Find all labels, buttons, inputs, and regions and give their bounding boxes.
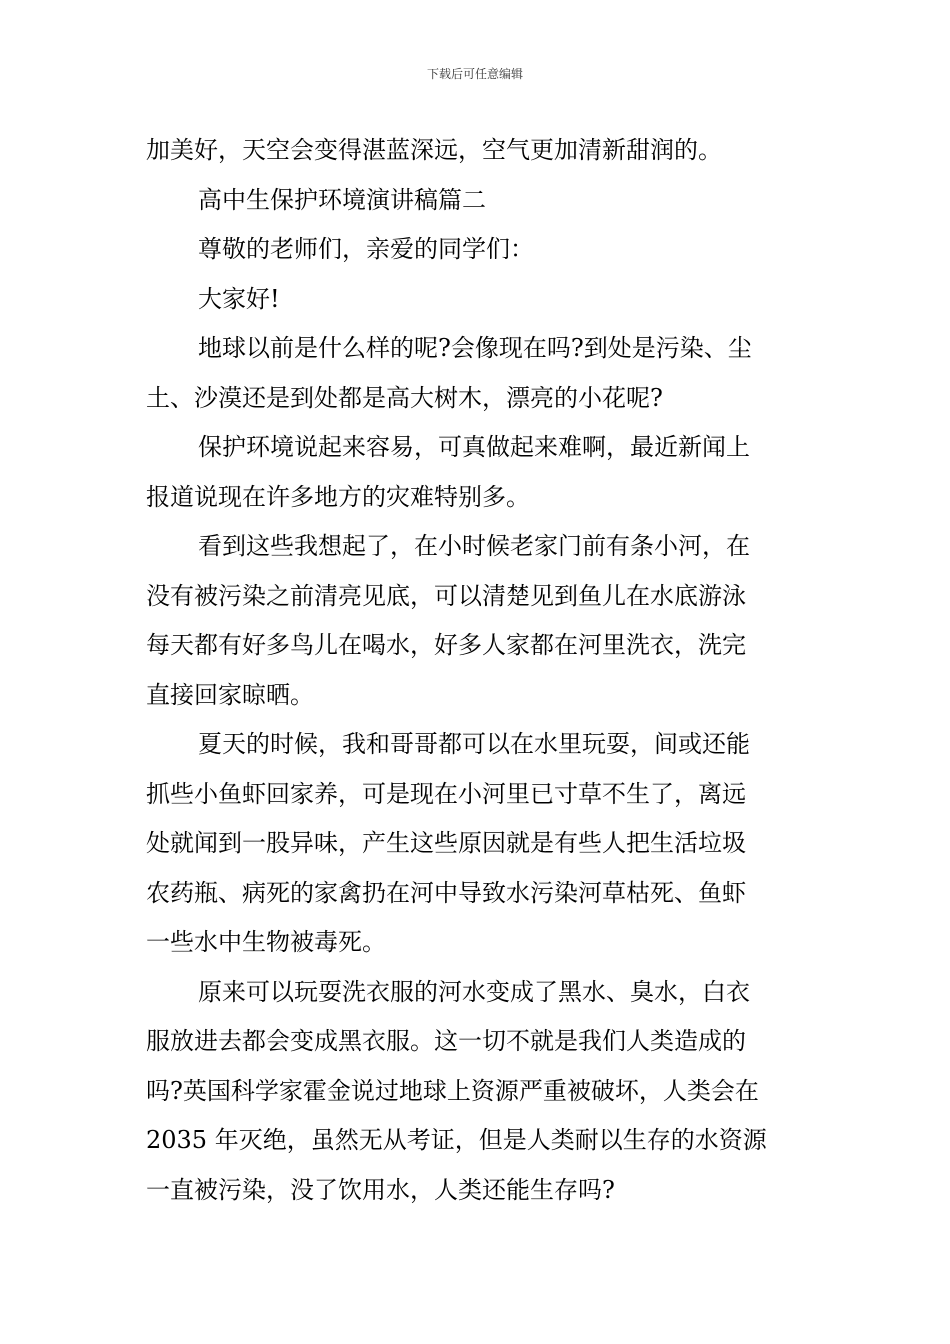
document-body bbox=[146, 126, 810, 1215]
page-header-note: 下载后可任意编辑 bbox=[426, 67, 523, 81]
greeting: 大家好! bbox=[198, 284, 280, 313]
text-line: 保护环境说起来容易，可真做起来难啊，最近新闻上 bbox=[198, 433, 750, 461]
salutation: 尊敬的老师们，亲爱的同学们： bbox=[198, 235, 534, 263]
text-line: 加美好，天空会变得湛蓝深远，空气更加清新甜润的。 bbox=[146, 136, 722, 164]
text-line: 夏天的时候，我和哥哥都可以在水里玩耍，间或还能 bbox=[198, 730, 750, 758]
text-line: 处就闻到一股异味，产生这些原因就是有些人把生活垃圾 bbox=[146, 829, 746, 857]
text-line: 每天都有好多鸟儿在喝水，好多人家都在河里洗衣，洗完 bbox=[146, 631, 746, 659]
text-line: 一些水中生物被毒死。 bbox=[146, 928, 386, 956]
text-line: 吗?英国科学家霍金说过地球上资源严重被破坏，人类会在 bbox=[146, 1076, 759, 1105]
text-line: 一直被污染，没了饮用水，人类还能生存吗? bbox=[146, 1175, 615, 1204]
text-line: 原来可以玩耍洗衣服的河水变成了黑水、臭水，白衣 bbox=[198, 977, 750, 1006]
text-line: 看到这些我想起了，在小时候老家门前有条小河，在 bbox=[198, 532, 750, 560]
text-line: 报道说现在许多地方的灾难特别多。 bbox=[146, 482, 530, 511]
text-line: 直接回家晾晒。 bbox=[146, 680, 314, 709]
text-line: 土、沙漠还是到处都是高大树木，漂亮的小花呢? bbox=[146, 383, 663, 412]
text-line: 没有被污染之前清亮见底，可以清楚见到鱼儿在水底游泳 bbox=[146, 581, 746, 610]
text-line: 抓些小鱼虾回家养，可是现在小河里已寸草不生了，离远 bbox=[146, 779, 746, 808]
text-line: 地球以前是什么样的呢?会像现在吗?到处是污染、尘 bbox=[198, 334, 752, 362]
text-line: 服放进去都会变成黑衣服。这一切不就是我们人类造成的 bbox=[146, 1027, 746, 1055]
text-line: 2035 年灭绝，虽然无从考证，但是人类耐以生存的水资源 bbox=[146, 1126, 767, 1154]
text-line: 农药瓶、病死的家禽扔在河中导致水污染河草枯死、鱼虾 bbox=[146, 878, 746, 907]
section-heading: 高中生保护环境演讲稿篇二 bbox=[198, 185, 486, 214]
